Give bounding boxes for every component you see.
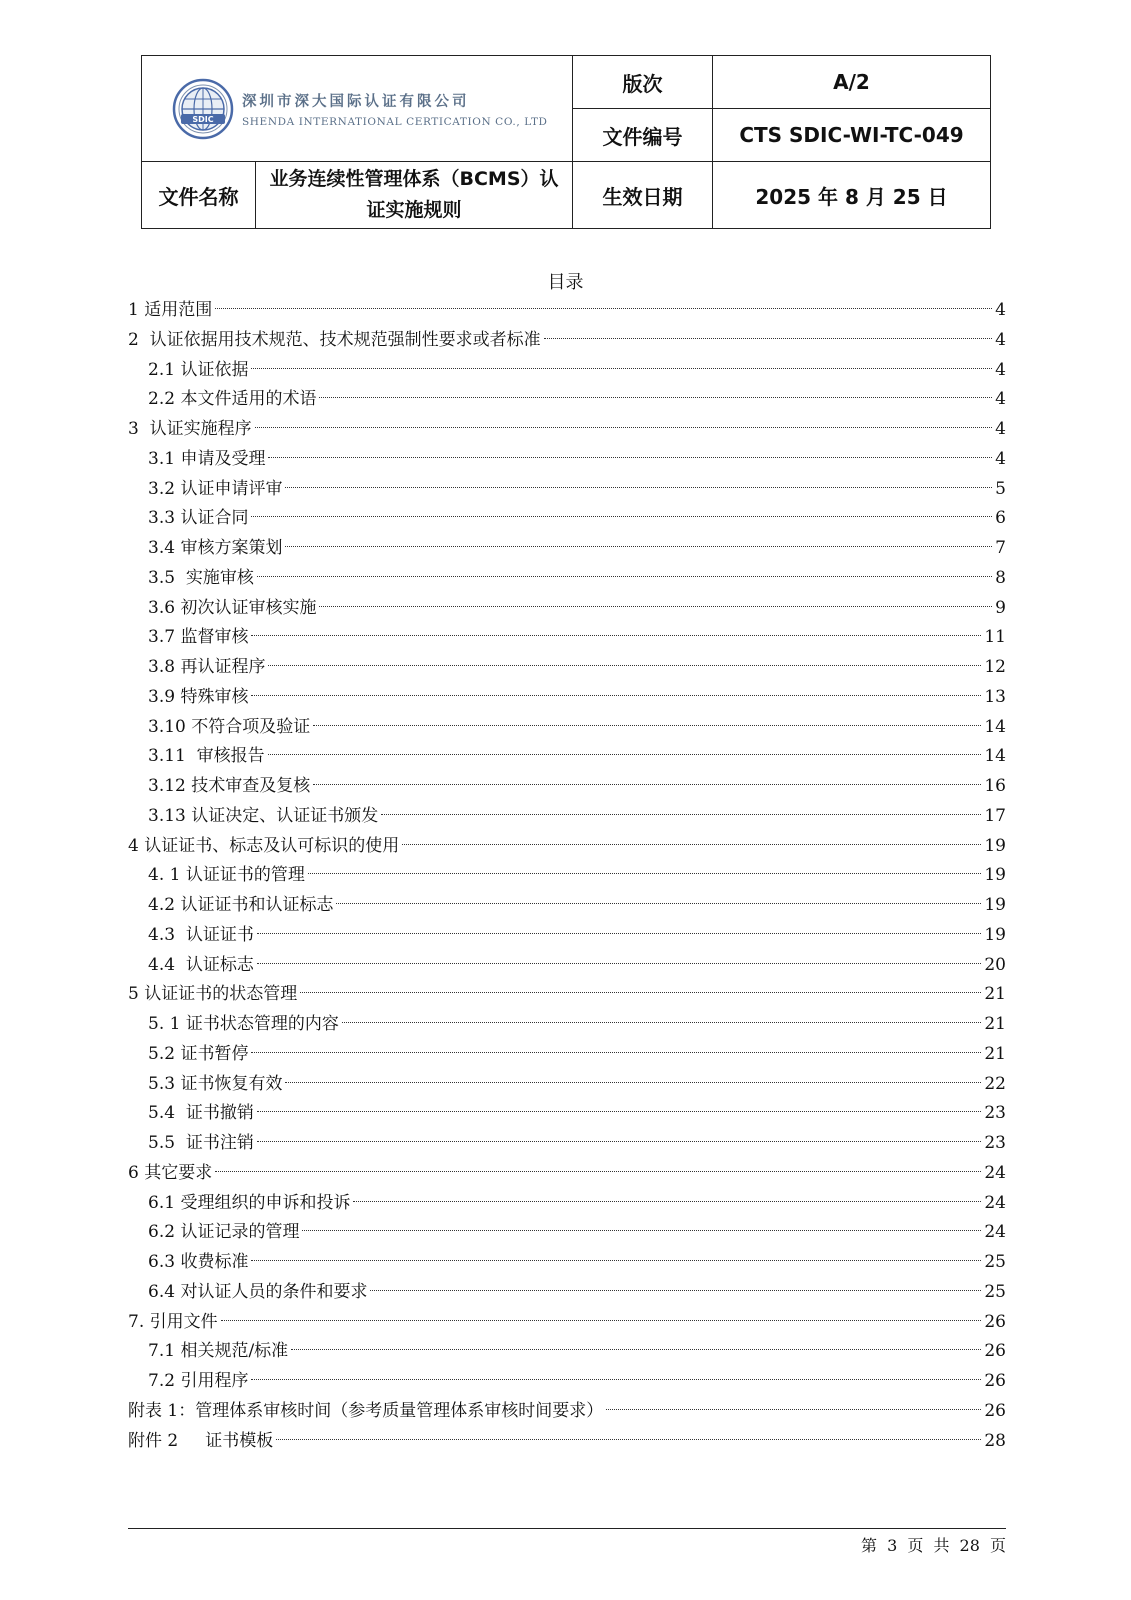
toc-dot-leader	[319, 606, 992, 607]
toc-entry-page: 16	[984, 776, 1006, 796]
toc-entry-page: 21	[984, 1043, 1006, 1064]
toc-entry[interactable]	[128, 1308, 1006, 1338]
toc-entry[interactable]	[128, 594, 1006, 624]
toc-entry-title: 3.4 审核方案策划	[148, 538, 283, 558]
toc-dot-leader	[251, 516, 992, 517]
toc-dot-leader	[544, 338, 993, 339]
toc-dot-leader	[402, 844, 981, 845]
toc-entry-page: 23	[984, 1133, 1006, 1153]
toc-entry[interactable]	[128, 742, 1006, 772]
toc-entry[interactable]	[128, 1337, 1006, 1367]
toc-entry[interactable]	[128, 445, 1006, 475]
toc-dot-leader	[268, 754, 982, 755]
toc-entry-title: 4.2 认证证书和认证标志	[148, 895, 334, 915]
toc-entry-title: 5. 1 证书状态管理的内容	[148, 1014, 339, 1034]
toc-entry-page: 9	[995, 597, 1006, 618]
toc-dot-leader	[285, 1082, 981, 1083]
toc-entry-title: 3.9 特殊审核	[148, 686, 249, 707]
toc-entry-page: 17	[984, 805, 1006, 826]
toc-entry-title: 3.11 审核报告	[148, 746, 265, 767]
toc-entry-title: 2.2 本文件适用的术语	[148, 389, 317, 410]
toc-entry-title: 6 其它要求	[128, 1162, 213, 1183]
toc-entry-page: 4	[995, 329, 1006, 350]
toc-entry-title: 附表 1：管理体系审核时间（参考质量管理体系审核时间要求）	[128, 1400, 604, 1421]
effective-date-value: 2025 年 8 月 25 日	[713, 162, 991, 229]
toc-dot-leader	[257, 933, 982, 934]
toc-entry-page: 4	[995, 389, 1006, 410]
toc-entry-page: 25	[984, 1252, 1006, 1272]
document-name-value	[256, 162, 573, 229]
toc-entry[interactable]	[128, 1070, 1006, 1100]
toc-entry[interactable]	[128, 1397, 1006, 1427]
toc-dot-leader	[313, 725, 981, 726]
toc-entry-page: 20	[984, 954, 1006, 975]
toc-entry-title: 7.1 相关规范/标准	[148, 1341, 289, 1362]
toc-dot-leader	[251, 695, 981, 696]
toc-dot-leader	[285, 487, 992, 488]
toc-entry[interactable]	[128, 1099, 1006, 1129]
toc-dot-leader	[255, 427, 993, 428]
toc-entry-page: 21	[984, 984, 1006, 1005]
toc-entry[interactable]	[128, 475, 1006, 505]
toc-entry[interactable]	[128, 1218, 1006, 1248]
toc-title: 目录	[547, 272, 584, 293]
document-name-line1: 业务连续性管理体系（BCMS）认	[269, 168, 559, 190]
footer-rule	[128, 1528, 1006, 1529]
toc-entry[interactable]	[128, 861, 1006, 891]
toc-entry-title: 6.1 受理组织的申诉和投诉	[148, 1192, 351, 1213]
toc-entry-title: 5 认证证书的状态管理	[128, 984, 298, 1005]
toc-entry-title: 4.4 认证标志	[148, 954, 254, 975]
toc-entry-title: 1 适用范围	[128, 300, 213, 320]
toc-entry-page: 4	[995, 419, 1006, 439]
toc-entry[interactable]	[128, 980, 1006, 1010]
toc-entry-page: 11	[984, 627, 1006, 648]
toc-entry[interactable]	[128, 802, 1006, 832]
toc-entry-page: 28	[984, 1430, 1006, 1451]
toc-entry-title: 5.5 证书注销	[148, 1133, 254, 1153]
toc-entry-page: 24	[984, 1192, 1006, 1213]
toc-entry-title: 7. 引用文件	[128, 1311, 218, 1332]
toc-entry-title: 5.3 证书恢复有效	[148, 1073, 283, 1094]
toc-entry[interactable]	[128, 653, 1006, 683]
toc-dot-leader	[606, 1409, 981, 1410]
toc-entry-page: 21	[984, 1014, 1006, 1034]
toc-entry-title: 5.2 证书暂停	[148, 1043, 249, 1064]
table-of-contents	[128, 296, 1006, 1456]
toc-entry-page: 12	[984, 657, 1006, 677]
toc-entry-title: 6.2 认证记录的管理	[148, 1222, 300, 1243]
toc-dot-leader	[302, 1230, 981, 1231]
toc-dot-leader	[257, 1111, 982, 1112]
toc-dot-leader	[251, 1379, 981, 1380]
toc-entry-page: 26	[984, 1371, 1006, 1391]
toc-entry[interactable]	[128, 891, 1006, 921]
toc-entry-page: 19	[984, 924, 1006, 945]
toc-dot-leader	[257, 576, 992, 577]
toc-entry-page: 8	[995, 567, 1006, 588]
toc-entry[interactable]	[128, 1367, 1006, 1397]
toc-dot-leader	[319, 397, 992, 398]
toc-entry-page: 23	[984, 1103, 1006, 1124]
version-label: 版次	[573, 56, 713, 109]
toc-entry-page: 7	[995, 538, 1006, 558]
toc-entry[interactable]	[128, 772, 1006, 802]
toc-entry-title: 3.13 认证决定、认证证书颁发	[148, 805, 379, 826]
svg-text:SDIC: SDIC	[192, 114, 214, 124]
toc-entry[interactable]	[128, 415, 1006, 445]
toc-entry-page: 4	[995, 359, 1006, 380]
toc-entry-title: 3.1 申请及受理	[148, 448, 266, 469]
document-header-table	[141, 55, 991, 229]
toc-dot-leader	[215, 308, 992, 309]
toc-dot-leader	[342, 1022, 982, 1023]
toc-entry-title: 3.7 监督审核	[148, 627, 249, 648]
toc-entry-page: 19	[984, 895, 1006, 915]
company-logo-icon	[172, 78, 234, 140]
toc-entry[interactable]	[128, 921, 1006, 951]
toc-dot-leader	[308, 873, 982, 874]
toc-entry-title: 4 认证证书、标志及认可标识的使用	[128, 835, 400, 856]
toc-entry[interactable]	[128, 534, 1006, 564]
toc-entry[interactable]	[128, 683, 1006, 713]
toc-entry-page: 4	[995, 448, 1006, 469]
toc-entry-page: 26	[984, 1400, 1006, 1421]
toc-dot-leader	[285, 546, 992, 547]
toc-dot-leader	[313, 784, 981, 785]
toc-entry[interactable]	[128, 1040, 1006, 1070]
toc-entry-page: 24	[984, 1162, 1006, 1183]
toc-entry-title: 6.4 对认证人员的条件和要求	[148, 1281, 368, 1302]
toc-entry-title: 2 认证依据用技术规范、技术规范强制性要求或者标准	[128, 329, 541, 350]
toc-entry-title: 3.10 不符合项及验证	[148, 716, 311, 737]
toc-dot-leader	[276, 1439, 981, 1440]
toc-dot-leader	[257, 963, 982, 964]
toc-entry-title: 5.4 证书撤销	[148, 1103, 254, 1124]
toc-entry-title: 7.2 引用程序	[148, 1371, 249, 1391]
toc-entry[interactable]	[128, 1278, 1006, 1308]
toc-dot-leader	[251, 635, 981, 636]
toc-entry[interactable]	[128, 713, 1006, 743]
toc-entry[interactable]	[128, 504, 1006, 534]
toc-dot-leader	[268, 457, 992, 458]
toc-entry[interactable]	[128, 1010, 1006, 1040]
toc-entry-page: 19	[984, 835, 1006, 856]
toc-entry[interactable]	[128, 1427, 1006, 1457]
toc-entry-title: 4.3 认证证书	[148, 924, 254, 945]
toc-entry-title: 3.3 认证合同	[148, 508, 249, 529]
toc-entry-title: 4. 1 认证证书的管理	[148, 865, 305, 886]
toc-entry-title: 6.3 收费标准	[148, 1252, 249, 1272]
toc-dot-leader	[257, 1141, 982, 1142]
toc-entry-title: 附件 2 证书模板	[128, 1430, 274, 1451]
toc-entry-page: 4	[995, 300, 1006, 320]
toc-entry[interactable]	[128, 385, 1006, 415]
toc-entry[interactable]	[128, 623, 1006, 653]
toc-entry-page: 5	[995, 478, 1006, 499]
toc-entry-title: 3.8 再认证程序	[148, 657, 266, 677]
document-name-line2: 证实施规则	[366, 199, 462, 221]
toc-entry-page: 14	[984, 746, 1006, 767]
toc-entry[interactable]	[128, 1129, 1006, 1159]
toc-entry-title: 2.1 认证依据	[148, 359, 249, 380]
effective-date-label: 生效日期	[573, 162, 713, 229]
toc-entry[interactable]	[128, 1248, 1006, 1278]
toc-entry-page: 22	[984, 1073, 1006, 1094]
toc-entry-page: 6	[995, 508, 1006, 529]
toc-entry[interactable]	[128, 326, 1006, 356]
toc-dot-leader	[251, 1260, 981, 1261]
toc-entry-page: 13	[984, 686, 1006, 707]
toc-entry-page: 26	[984, 1311, 1006, 1332]
page-number: 第 3 页 共 28 页	[861, 1536, 1006, 1555]
toc-dot-leader	[300, 992, 981, 993]
toc-entry[interactable]	[128, 951, 1006, 981]
toc-dot-leader	[291, 1349, 981, 1350]
toc-entry-title: 3 认证实施程序	[128, 419, 252, 439]
toc-entry[interactable]	[128, 1159, 1006, 1189]
company-name-en: SHENDA INTERNATIONAL CERTICATION CO., LTD	[242, 115, 548, 128]
toc-dot-leader	[221, 1320, 982, 1321]
toc-dot-leader	[370, 1290, 981, 1291]
toc-dot-leader	[251, 1052, 981, 1053]
toc-dot-leader	[381, 814, 981, 815]
company-logo-cell	[142, 56, 573, 162]
toc-dot-leader	[268, 665, 981, 666]
toc-entry-page: 24	[984, 1222, 1006, 1243]
toc-entry-page: 26	[984, 1341, 1006, 1362]
toc-dot-leader	[336, 903, 981, 904]
toc-entry[interactable]	[128, 564, 1006, 594]
toc-entry-title: 3.2 认证申请评审	[148, 478, 283, 499]
toc-dot-leader	[215, 1171, 981, 1172]
toc-dot-leader	[251, 368, 992, 369]
company-name-cn: 深圳市深大国际认证有限公司	[242, 93, 470, 110]
toc-entry[interactable]	[128, 296, 1006, 326]
version-value: A/2	[713, 56, 991, 109]
toc-entry-page: 25	[984, 1281, 1006, 1302]
toc-entry-title: 3.5 实施审核	[148, 567, 254, 588]
toc-entry-page: 19	[984, 865, 1006, 886]
toc-entry[interactable]	[128, 1189, 1006, 1219]
toc-entry[interactable]	[128, 356, 1006, 386]
toc-entry[interactable]	[128, 832, 1006, 862]
document-number-label: 文件编号	[573, 109, 713, 162]
document-number-value: CTS SDIC-WI-TC-049	[713, 109, 991, 162]
toc-dot-leader	[353, 1201, 981, 1202]
toc-entry-page: 14	[984, 716, 1006, 737]
toc-entry-title: 3.6 初次认证审核实施	[148, 597, 317, 618]
document-name-label: 文件名称	[142, 162, 256, 229]
toc-entry-title: 3.12 技术审查及复核	[148, 776, 311, 796]
